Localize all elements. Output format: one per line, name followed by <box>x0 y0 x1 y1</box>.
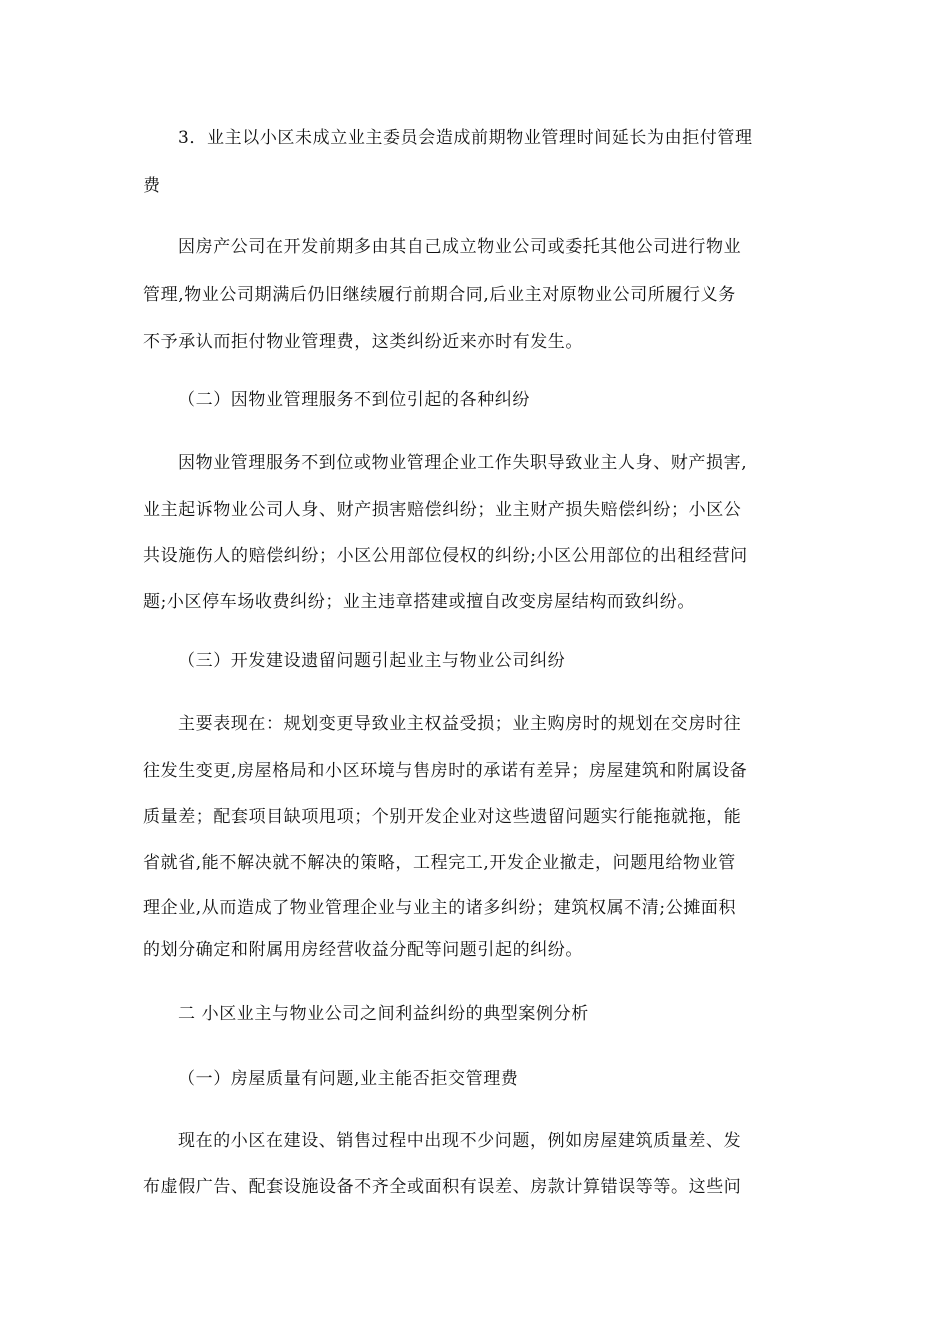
paragraph-line: 省就省,能不解决就不解决的策略，工程完工,开发企业撤走，问题甩给物业管 <box>143 853 736 873</box>
paragraph-line: 题;小区停车场收费纠纷；业主违章搭建或擅自改变房屋结构而致纠纷。 <box>143 592 695 612</box>
paragraph-line: 业主起诉物业公司人身、财产损害赔偿纠纷；业主财产损失赔偿纠纷；小区公 <box>143 500 742 520</box>
section-heading-continuation: 费 <box>143 176 161 196</box>
paragraph-line: 质量差；配套项目缺项甩项；个别开发企业对这些遗留问题实行能拖就拖，能 <box>143 807 742 827</box>
paragraph-line: 主要表现在：规划变更导致业主权益受损；业主购房时的规划在交房时往 <box>178 714 742 734</box>
paragraph-line: 现在的小区在建设、销售过程中出现不少问题，例如房屋建筑质量差、发 <box>178 1131 742 1151</box>
section-heading: （一）房屋质量有问题,业主能否拒交管理费 <box>178 1069 519 1089</box>
paragraph-line: 共设施伤人的赔偿纠纷；小区公用部位侵权的纠纷;小区公用部位的出租经营问 <box>143 546 748 566</box>
paragraph-line: 布虚假广告、配套设施设备不齐全或面积有误差、房款计算错误等等。这些问 <box>143 1177 742 1197</box>
paragraph-line: 不予承认而拒付物业管理费，这类纠纷近来亦时有发生。 <box>143 332 583 352</box>
chapter-heading: 二 小区业主与物业公司之间利益纠纷的典型案例分析 <box>178 1004 589 1024</box>
section-heading: （三）开发建设遗留问题引起业主与物业公司纠纷 <box>178 651 566 671</box>
paragraph-line: 因房产公司在开发前期多由其自己成立物业公司或委托其他公司进行物业 <box>178 237 742 257</box>
paragraph-line: 因物业管理服务不到位或物业管理企业工作失职导致业主人身、财产损害, <box>178 453 748 473</box>
section-heading: （二）因物业管理服务不到位引起的各种纠纷 <box>178 390 530 410</box>
paragraph-line: 的划分确定和附属用房经营收益分配等问题引起的纠纷。 <box>143 940 583 960</box>
section-heading: 3．业主以小区未成立业主委员会造成前期物业管理时间延长为由拒付管理 <box>178 128 753 148</box>
paragraph-line: 管理,物业公司期满后仍旧继续履行前期合同,后业主对原物业公司所履行义务 <box>143 285 736 305</box>
paragraph-line: 理企业,从而造成了物业管理企业与业主的诸多纠纷；建筑权属不清;公摊面积 <box>143 898 737 918</box>
paragraph-line: 往发生变更,房屋格局和小区环境与售房时的承诺有差异；房屋建筑和附属设备 <box>143 761 748 781</box>
